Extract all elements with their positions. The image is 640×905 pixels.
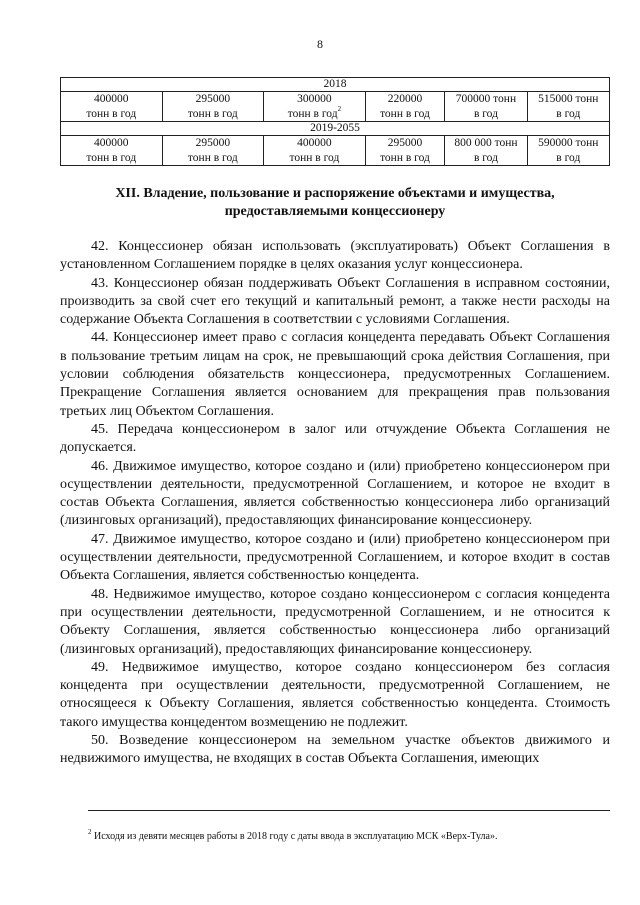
paragraph-49: 49. Недвижимое имущество, которое создано концессионером без согласия концедента при осуществлении деятельности, предусмотренной Соглашением, не относящееся к Объекту Соглашения, является собственностью концедента. Стоимость такого имущества концедентом возмещению не подлежит.	[60, 659, 610, 730]
table-cell: 400000 тонн в год	[264, 136, 366, 166]
footnote-mark: 2	[88, 827, 92, 836]
table-row-year	[61, 78, 610, 92]
footnote-ref: 2	[337, 104, 342, 113]
paragraph-43: 43. Концессионер обязан поддерживать Объект Соглашения в исправном состоянии, производить за свой счет его текущий и капитальный ремонт, а также нести расходы на содержание Объекта Соглашения в соответствии с условиями Соглашения.	[60, 275, 610, 328]
table-cell: 300000 тонн в год$^2$	[264, 92, 366, 122]
paragraph-44: 44. Концессионер имеет право с согласия концедента передавать Объект Соглашения в пользование третьим лицам на срок, не превышающий срока действия Соглашения, при условии соблюдения обязательств концессионера, предусмотренных Соглашением. Прекращение Соглашения является основанием для прекращения прав пользования третьих лиц Объектом Соглашения.	[60, 330, 610, 419]
table-row	[61, 136, 610, 166]
page-number: 8	[317, 37, 323, 51]
table-cell: 700000 тонн в год	[445, 92, 527, 122]
footnote-text: Исходя из девяти месяцев работы в 2018 году с даты ввода в эксплуатацию МСК «Верх-Тула».	[94, 831, 498, 842]
table-cell: 295000 тонн в год	[162, 92, 264, 122]
paragraph-45: 45. Передача концессионером в залог или отчуждение Объекта Соглашения не допускается.	[60, 421, 610, 456]
table-row	[61, 92, 610, 122]
year-cell: 2018	[61, 78, 610, 92]
body-text	[60, 238, 610, 769]
footnote	[88, 827, 610, 843]
paragraph-42: 42. Концессионер обязан использовать (эксплуатировать) Объект Соглашения в установленном Соглашением порядке в целях оказания услуг концессионера.	[60, 239, 610, 273]
table-cell: 800 000 тонн в год	[445, 136, 527, 166]
table-cell: 590000 тонн в год	[527, 136, 609, 166]
paragraph-46: 46. Движимое имущество, которое создано и (или) приобретено концессионером при осуществлении деятельности, предусмотренной Соглашением, и которое не входит в состав Объекта Соглашения, является собственностью концессионера либо организаций (лизинговых организаций), предоставляющих финансирование концессионеру.	[60, 458, 610, 529]
section-title: XII. Владение, пользование и распоряжение объектами и имущества, предоставляемыми концессионеру	[115, 186, 555, 219]
table-cell: 400000 тонн в год	[61, 136, 163, 166]
year-cell: 2019-2055	[61, 122, 610, 136]
table-cell: 400000 тонн в год	[61, 92, 163, 122]
footnote-separator	[88, 810, 610, 811]
volume-table	[60, 77, 610, 166]
table-cell: 295000 тонн в год	[162, 136, 264, 166]
table-row-year	[61, 122, 610, 136]
table-cell: 220000 тонн в год	[365, 92, 445, 122]
paragraph-47: 47. Движимое имущество, которое создано и (или) приобретено концессионером при осуществлении деятельности, предусмотренной Соглашением, и которое входит в состав Объекта Соглашения, является собственностью концедента.	[60, 531, 610, 584]
paragraph-48: 48. Недвижимое имущество, которое создано концессионером с согласия концедента при осуществлении деятельности, предусмотренной Соглашением, и не относится к Объекту Соглашения, является собственностью концессионера либо организаций (лизинговых организаций), предоставляющих финансирование концессионеру.	[60, 586, 610, 657]
paragraph-50: 50. Возведение концессионером на земельном участке объектов движимого и недвижимого имущества, не входящих в состав Объекта Соглашения, имеющих	[60, 733, 610, 767]
table-cell: 295000 тонн в год	[365, 136, 445, 166]
table-cell: 515000 тонн в год	[527, 92, 609, 122]
